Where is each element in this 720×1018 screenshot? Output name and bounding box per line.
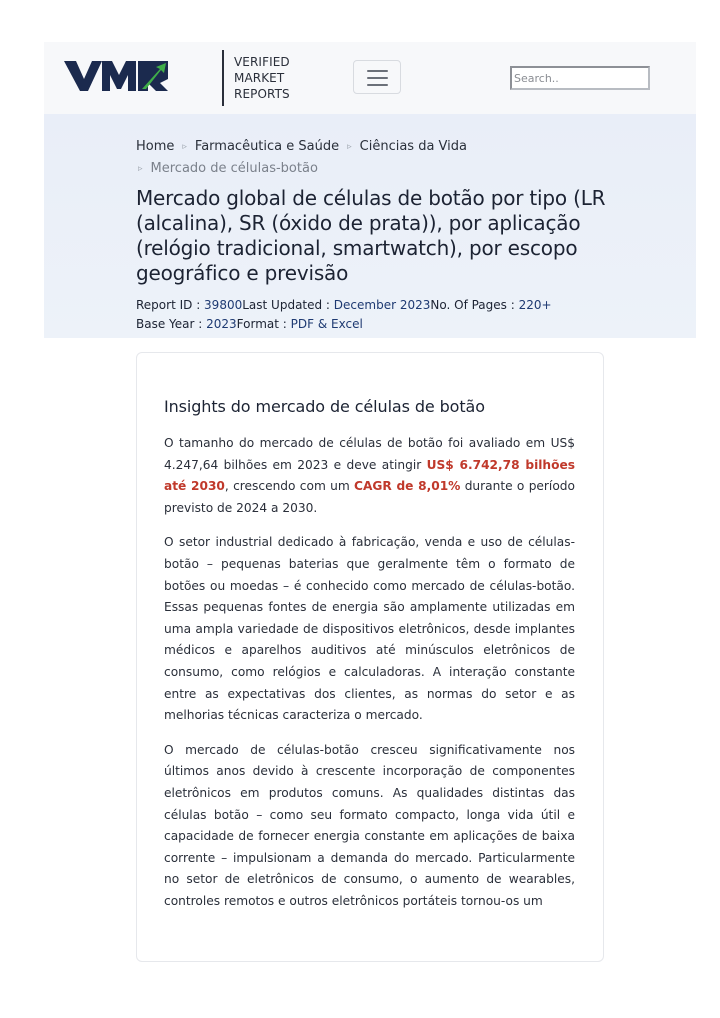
report-id-label: Report ID : [136, 298, 205, 312]
report-id: 39800 [204, 298, 243, 312]
menu-toggle-button[interactable] [353, 60, 401, 94]
breadcrumb [136, 136, 596, 180]
paragraph: O setor industrial dedicado à fabricação, venda e uso de células-botão – pequenas baterias que geralmente têm o formato de botões ou moedas – é conhecido como mercado de células-botão. Essas pequenas fontes de energia são amplamente utilizadas em uma ampla variedade de dispositivos eletrônicos, desde implantes médicos e aparelhos auditivos até minúsculos eletrônicos de consumo, como relógios e calculadoras. A interação constante entre as expectativas dos clientes, as normas do setor e as melhorias técnicas caracteriza o mercado. [164, 535, 575, 723]
site-header [44, 42, 696, 114]
insights-heading: Insights do mercado de células de botão [164, 397, 485, 416]
logo-line: VERIFIED [234, 55, 290, 69]
breadcrumb-subcategory[interactable]: Ciências da Vida [359, 139, 467, 154]
pages-label: No. Of Pages : [430, 298, 519, 312]
paragraph: O mercado de células-botão cresceu significativamente nos últimos anos devido à crescente incorporação de componentes eletrônicos em produtos comuns. As qualidades distintas das células botão – como seu formato compacto, longa vida útil e capacidade de fornecer energia constante em aplicações de baixa corrente – impulsionam a demanda do mercado. Particularmente no setor de eletrônicos de consumo, o aumento de wearables, controles remotos e outros eletrônicos portáteis tornou-os um [164, 742, 575, 908]
cagr-highlight: CAGR de 8,01% [354, 479, 461, 494]
breadcrumb-current: Mercado de células-botão [150, 161, 318, 176]
chevron-right-icon: ▹ [138, 164, 143, 174]
paragraph-text: durante o período previsto de 2024 a 2030. [164, 479, 575, 515]
insights-card [136, 352, 604, 962]
insights-body [164, 433, 575, 925]
hamburger-icon [367, 84, 388, 86]
market-value-highlight: US$ 6.742,78 bilhões até 2030 [164, 457, 575, 494]
logo-wordmark [234, 54, 290, 102]
report-format: PDF & Excel [290, 317, 363, 331]
base-year: 2023 [206, 317, 237, 331]
logo-line: REPORTS [234, 87, 290, 101]
vmr-logo[interactable] [64, 55, 174, 97]
hamburger-icon [367, 77, 388, 79]
vmr-logo-icon [64, 55, 174, 97]
search-input[interactable] [510, 66, 650, 90]
chevron-right-icon: ▹ [347, 142, 352, 152]
logo-line: MARKET [234, 71, 285, 85]
report-meta [136, 296, 616, 334]
page-title: Mercado global de células de botão por tipo (LR (alcalina), SR (óxido de prata)), por aplicação (relógio tradicional, smartwatch), por escopo geográfico e previsão [136, 186, 606, 285]
last-updated-label: Last Updated : [242, 298, 334, 312]
page-count: 220+ [518, 298, 552, 312]
breadcrumb-category[interactable]: Farmacêutica e Saúde [194, 139, 340, 154]
report-hero [44, 114, 696, 338]
paragraph [164, 433, 575, 519]
format-label: Format : [236, 317, 291, 331]
paragraph-text: , crescendo com um [224, 479, 355, 494]
chevron-right-icon: ▹ [182, 142, 187, 152]
last-updated: December 2023 [333, 298, 431, 312]
base-year-label: Base Year : [136, 317, 207, 331]
breadcrumb-home[interactable]: Home [136, 139, 175, 154]
hamburger-icon [367, 70, 388, 72]
logo-divider [222, 50, 224, 106]
paragraph-text: O tamanho do mercado de células de botão foi avaliado em US$ 4.247,64 bilhões em 2023 e deve atingir [164, 436, 575, 472]
